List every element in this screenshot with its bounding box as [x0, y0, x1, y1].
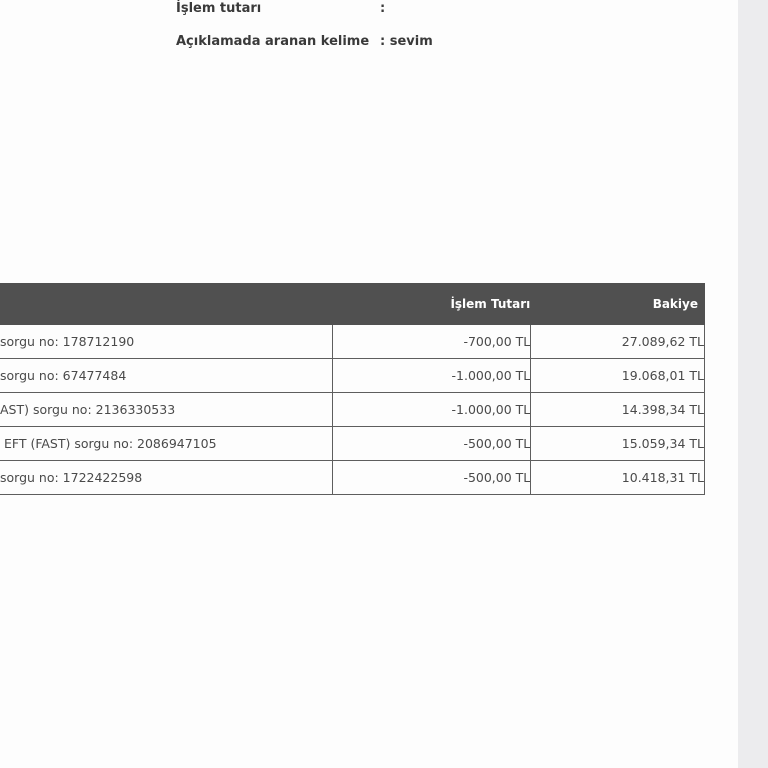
table-header-row: [0, 284, 705, 325]
table-row: [0, 325, 705, 359]
row-balance: 10.418,31 TL: [531, 461, 705, 495]
table-row: [0, 359, 705, 393]
row-balance: 27.089,62 TL: [531, 325, 705, 359]
row-description: sorgu no: 178712190: [0, 325, 332, 359]
row-amount: -500,00 TL: [332, 427, 531, 461]
header-amount: İşlem Tutarı: [332, 284, 531, 325]
header-balance: Bakiye: [531, 284, 705, 325]
table-row: [0, 393, 705, 427]
table-row: [0, 427, 705, 461]
row-balance: 14.398,34 TL: [531, 393, 705, 427]
amount-filter-value: :: [380, 1, 386, 16]
keyword-filter-value: : sevim: [380, 34, 433, 49]
row-amount: -1.000,00 TL: [332, 359, 531, 393]
row-balance: 15.059,34 TL: [531, 427, 705, 461]
row-amount: -500,00 TL: [332, 461, 531, 495]
row-description: sorgu no: 1722422598: [0, 461, 332, 495]
row-description: sorgu no: 67477484: [0, 359, 332, 393]
row-balance: 19.068,01 TL: [531, 359, 705, 393]
row-description: AST) sorgu no: 2136330533: [0, 393, 332, 427]
table-row: [0, 461, 705, 495]
row-amount: -700,00 TL: [332, 325, 531, 359]
row-description: EFT (FAST) sorgu no: 2086947105: [0, 427, 332, 461]
row-amount: -1.000,00 TL: [332, 393, 531, 427]
keyword-filter-label: Açıklamada aranan kelime: [176, 34, 370, 49]
header-description: [0, 284, 332, 325]
amount-filter-label: İşlem tutarı: [176, 1, 262, 16]
transactions-table: [0, 283, 705, 495]
